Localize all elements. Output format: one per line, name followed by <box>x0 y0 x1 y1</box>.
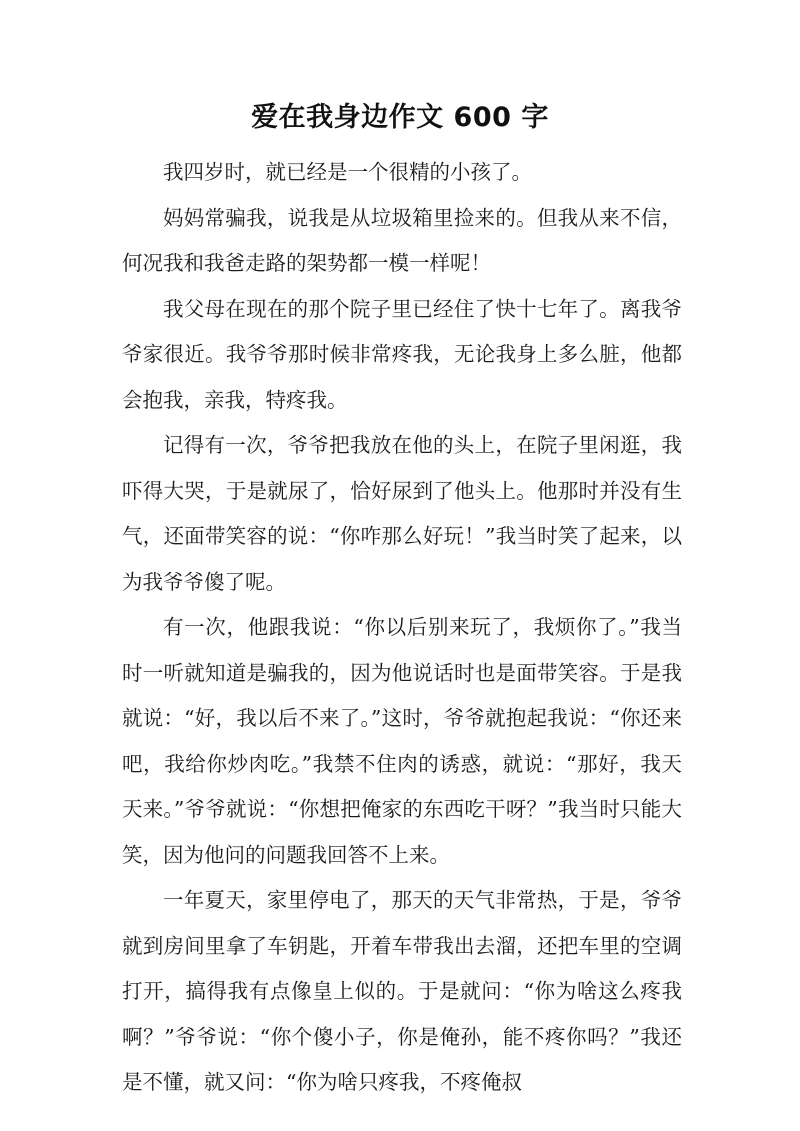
paragraph: 记得有一次，爷爷把我放在他的头上，在院子里闲逛，我吓得大哭，于是就尿了，恰好尿到了他头上。他那时并没有生气，还面带笑容的说：“你咋那么好玩！”我当时笑了起来，以为我爷爷傻了呢。 <box>122 433 682 594</box>
paragraph: 有一次，他跟我说：“你以后别来玩了，我烦你了。”我当时一听就知道是骗我的，因为他说话时也是面带笑容。于是我就说：“好，我以后不来了。”这时，爷爷就抱起我说：“你还来吧，我给你炒肉吃。”我禁不住肉的诱惑，就说：“那好，我天天来。”爷爷就说：“你想把俺家的东西吃干呀？”我当时只能大笑，因为他问的问题我回答不上来。 <box>122 615 682 867</box>
paragraph: 我四岁时，就已经是一个很精的小孩了。 <box>163 160 532 184</box>
page-title: 爱在我身边作文 600 字 <box>251 102 549 133</box>
paragraph: 妈妈常骗我，说我是从垃圾箱里捡来的。但我从来不信，何况我和我爸走路的架势都一模一样呢！ <box>122 205 682 275</box>
paragraph: 我父母在现在的那个院子里已经住了快十七年了。离我爷爷家很近。我爷爷那时候非常疼我，无论我身上多么脏，他都会抱我，亲我，特疼我。 <box>122 296 682 412</box>
essay-body <box>122 150 682 1106</box>
paragraph: 一年夏天，家里停电了，那天的天气非常热，于是，爷爷就到房间里拿了车钥匙，开着车带我出去溜，还把车里的空调打开，搞得我有点像皇上似的。于是就问：“你为啥这么疼我啊？”爷爷说：“你个傻小子，你是俺孙，能不疼你吗？”我还是不懂，就又问：“你为啥只疼我，不疼俺叔 <box>122 888 682 1094</box>
